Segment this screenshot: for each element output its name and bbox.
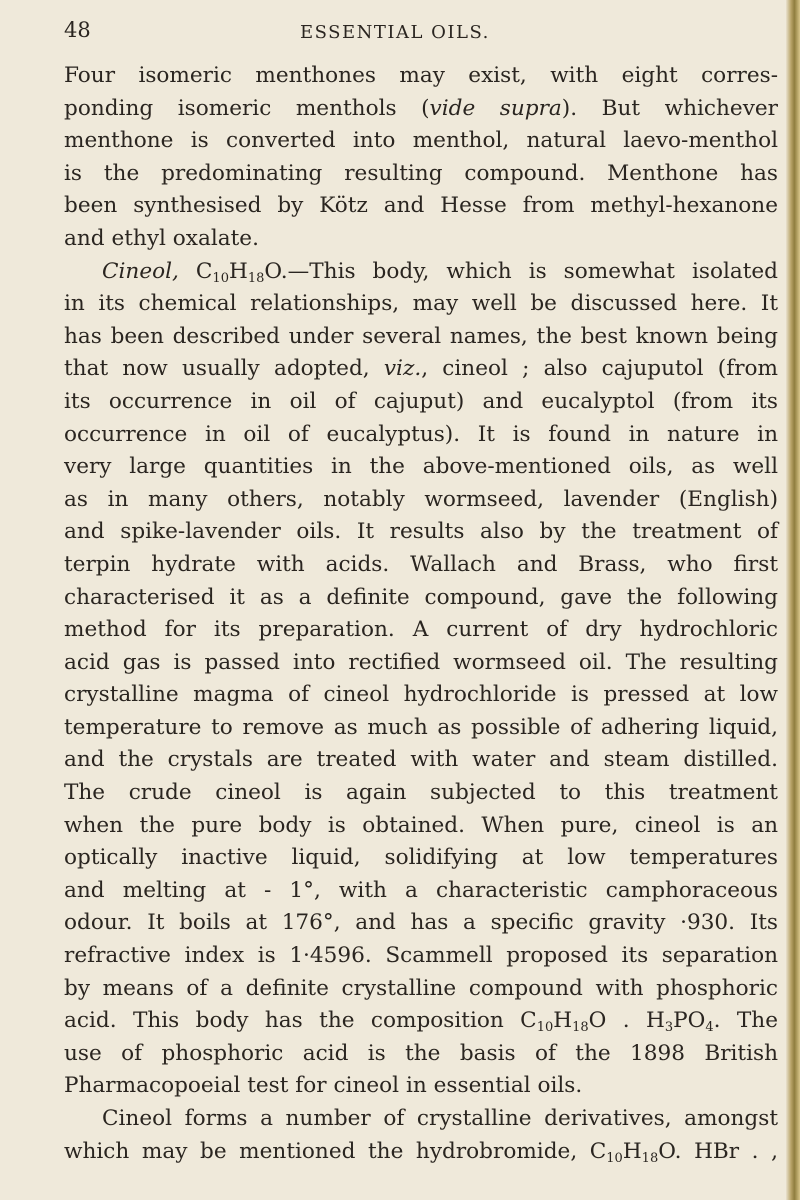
text-line bbox=[64, 288, 778, 321]
text-run: O. HBr . , bbox=[658, 1138, 778, 1164]
italic-text: Cineol, bbox=[102, 258, 179, 284]
text-line bbox=[64, 1103, 778, 1136]
page-number: 48 bbox=[64, 18, 91, 42]
text-run: . The bbox=[713, 1008, 778, 1034]
text-run: H bbox=[622, 1138, 642, 1164]
text-line bbox=[64, 907, 778, 940]
text-line bbox=[64, 93, 778, 126]
text-run: ponding isomeric menthols ( bbox=[64, 95, 430, 121]
text-line bbox=[64, 125, 778, 158]
subscript: 3 bbox=[664, 1020, 674, 1036]
subscript: 18 bbox=[641, 1150, 659, 1166]
text-line bbox=[64, 777, 778, 810]
text-run: menthone is converted into menthol, natural laevo-menthol bbox=[64, 128, 778, 154]
text-run: terpin hydrate with acids. Wallach and Brass, who first bbox=[64, 551, 778, 577]
text-run: has been described under several names, the best known being bbox=[64, 323, 778, 349]
text-run: O.—This body, which is somewhat isolated bbox=[264, 258, 779, 284]
text-run: use of phosphoric acid is the basis of the 1898 British bbox=[64, 1040, 778, 1066]
italic-text: viz. bbox=[383, 356, 422, 382]
text-line bbox=[64, 353, 778, 386]
text-line bbox=[64, 451, 778, 484]
italic-text: vide supra bbox=[429, 95, 562, 121]
text-run: PO bbox=[673, 1008, 706, 1034]
text-line bbox=[64, 842, 778, 875]
body-text bbox=[64, 60, 778, 1168]
text-line bbox=[64, 549, 778, 582]
text-line bbox=[64, 190, 778, 223]
subscript: 18 bbox=[572, 1020, 589, 1036]
text-run: which may be mentioned the hydrobromide, C bbox=[64, 1138, 607, 1164]
text-run: very large quantities in the above-mentioned oils, as well bbox=[64, 454, 778, 480]
text-line bbox=[64, 1005, 778, 1038]
subscript: 10 bbox=[212, 270, 229, 286]
text-line bbox=[64, 158, 778, 191]
text-line bbox=[64, 484, 778, 517]
text-run: odour. It boils at 176°, and has a specific gravity ·930. Its bbox=[64, 910, 778, 936]
text-run: acid gas is passed into rectified wormseed oil. The resulting bbox=[64, 649, 778, 675]
text-run: that now usually adopted, bbox=[64, 356, 384, 382]
text-run: as in many others, notably wormseed, lavender (English) bbox=[64, 486, 778, 512]
text-line bbox=[64, 614, 778, 647]
text-line bbox=[64, 386, 778, 419]
text-line bbox=[64, 516, 778, 549]
text-line bbox=[64, 321, 778, 354]
page-header bbox=[0, 18, 800, 58]
text-line bbox=[64, 875, 778, 908]
text-run: characterised it as a definite compound, gave the following bbox=[64, 584, 778, 610]
text-run: refractive index is 1·4596. Scammell proposed its separation bbox=[64, 943, 778, 969]
text-run: C bbox=[178, 258, 213, 284]
text-line bbox=[64, 647, 778, 680]
text-run: Cineol forms a number of crystalline derivatives, amongst bbox=[102, 1106, 778, 1131]
text-line bbox=[64, 223, 778, 256]
text-run: is the predominating resulting compound. Menthone has bbox=[64, 160, 778, 186]
text-run: H bbox=[228, 258, 248, 284]
text-run: and the crystals are treated with water and steam distilled. bbox=[64, 747, 778, 773]
text-line bbox=[64, 744, 778, 777]
subscript: 18 bbox=[247, 270, 265, 286]
text-line bbox=[64, 419, 778, 452]
text-line bbox=[64, 973, 778, 1006]
text-run: by means of a definite crystalline compound with phosphoric bbox=[64, 975, 778, 1001]
running-title: ESSENTIAL OILS. bbox=[300, 22, 490, 43]
text-run: , cineol ; also cajuputol (from bbox=[421, 356, 779, 382]
text-line bbox=[64, 712, 778, 745]
text-run: Pharmacopoeial test for cineol in essential oils. bbox=[64, 1073, 583, 1099]
text-run: in its chemical relationships, may well be discussed here. It bbox=[64, 291, 778, 317]
subscript: 4 bbox=[705, 1020, 714, 1036]
text-line bbox=[64, 1070, 778, 1103]
text-run: occurrence in oil of eucalyptus). It is found in nature in bbox=[64, 421, 778, 447]
text-run: H bbox=[553, 1008, 573, 1034]
text-run: temperature to remove as much as possible of adhering liquid, bbox=[64, 714, 778, 740]
text-run: and melting at - 1°, with a characteristic camphoraceous bbox=[64, 877, 778, 903]
text-run: and spike-lavender oils. It results also by the treatment of bbox=[64, 519, 778, 545]
text-run: and ethyl oxalate. bbox=[64, 225, 259, 251]
text-run: Four isomeric menthones may exist, with eight corres- bbox=[64, 63, 778, 88]
text-line bbox=[64, 1136, 778, 1169]
text-line bbox=[64, 940, 778, 973]
text-run: O . H bbox=[588, 1008, 665, 1034]
text-run: its occurrence in oil of cajuput) and eucalyptol (from its bbox=[64, 388, 778, 414]
subscript: 10 bbox=[606, 1150, 623, 1166]
text-run: optically inactive liquid, solidifying at low temperatures bbox=[64, 845, 778, 871]
text-line bbox=[64, 679, 778, 712]
text-run: acid. This body has the composition C bbox=[64, 1008, 537, 1034]
text-line bbox=[64, 810, 778, 843]
text-run: when the pure body is obtained. When pure, cineol is an bbox=[64, 812, 778, 838]
page-edge bbox=[786, 0, 800, 1200]
text-line bbox=[64, 60, 778, 93]
text-run: been synthesised by Kötz and Hesse from methyl-hexanone bbox=[64, 193, 778, 219]
text-run: method for its preparation. A current of dry hydrochloric bbox=[64, 617, 778, 643]
text-line bbox=[64, 1038, 778, 1071]
text-run: crystalline magma of cineol hydrochloride is pressed at low bbox=[64, 682, 778, 708]
text-run: The crude cineol is again subjected to this treatment bbox=[64, 780, 778, 806]
text-line bbox=[64, 582, 778, 615]
text-line bbox=[64, 256, 778, 289]
subscript: 10 bbox=[536, 1020, 554, 1036]
text-run: ). But whichever bbox=[561, 95, 778, 121]
